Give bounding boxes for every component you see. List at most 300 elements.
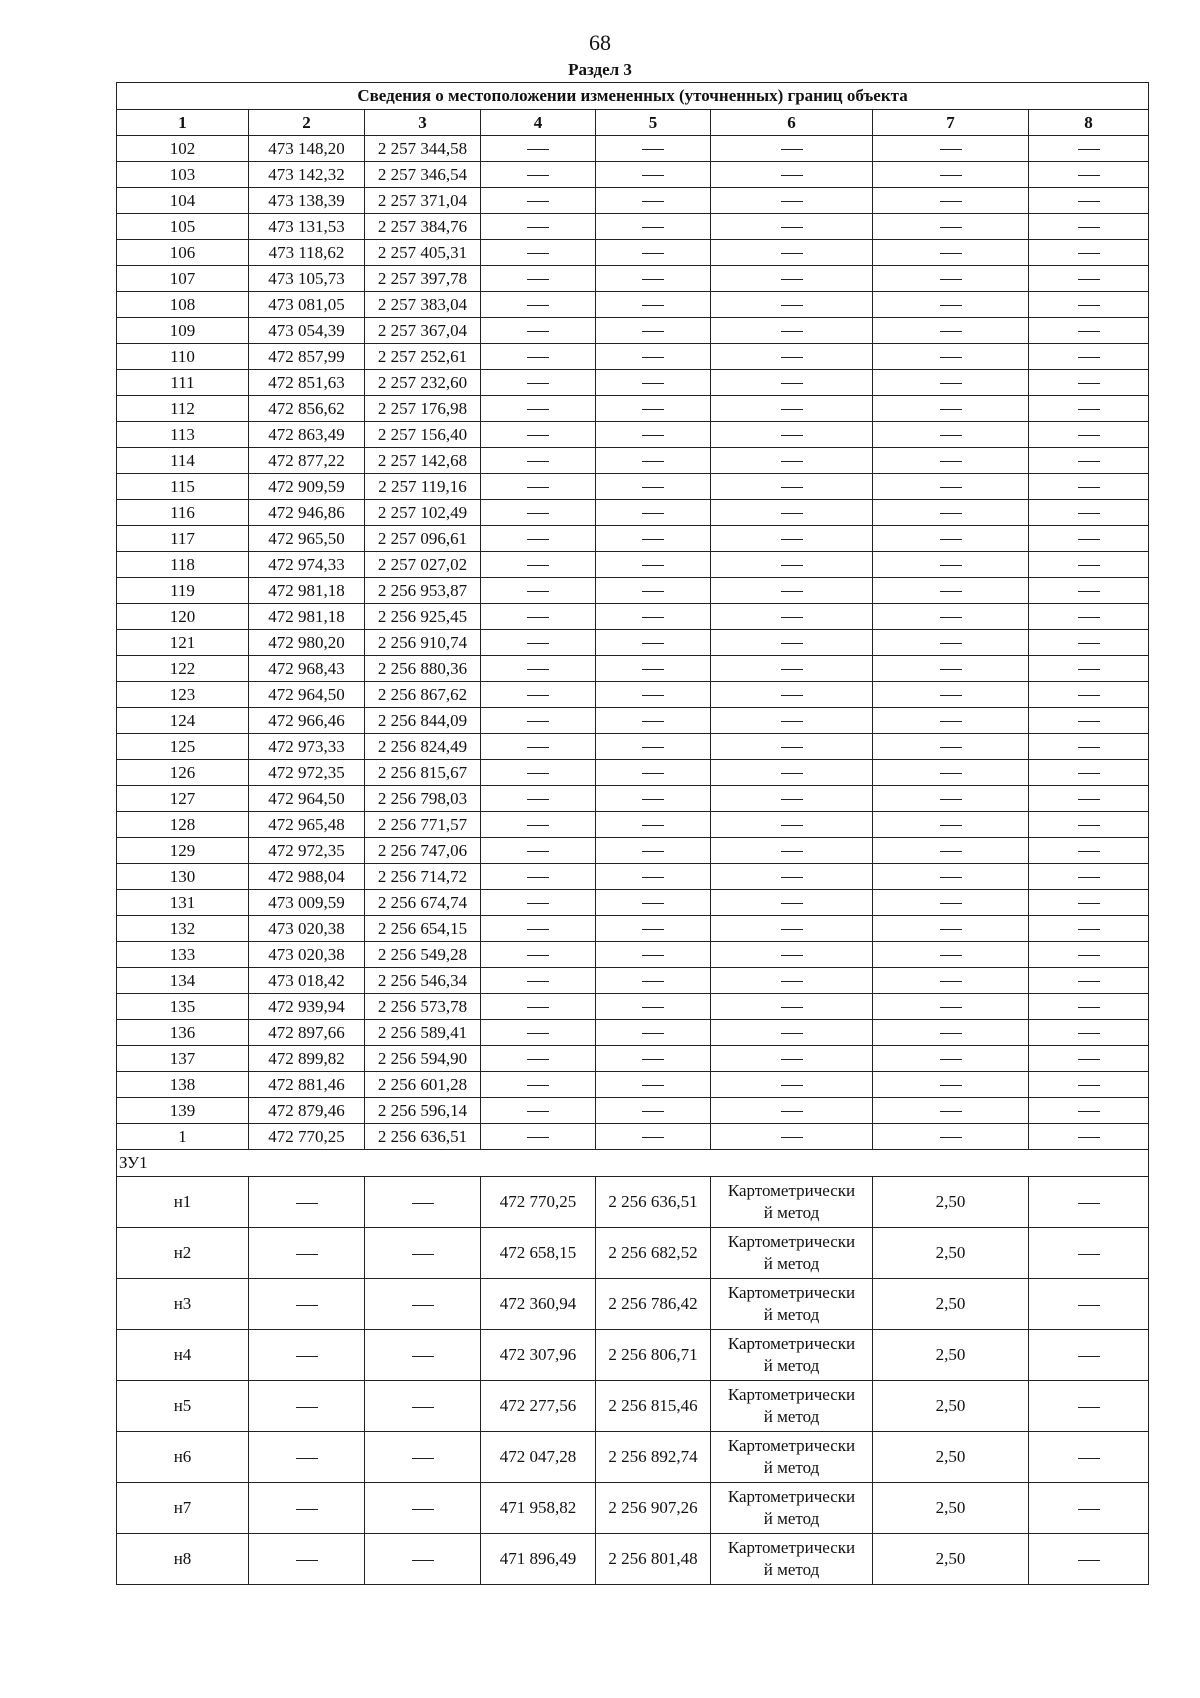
dash-mark <box>527 1111 549 1112</box>
point-number-cell: 125 <box>117 734 249 760</box>
dash-mark <box>296 1458 318 1459</box>
empty-cell <box>873 396 1029 422</box>
table-row <box>117 1534 1149 1585</box>
table-row <box>117 162 1149 188</box>
empty-cell <box>711 630 873 656</box>
empty-cell <box>711 942 873 968</box>
empty-cell <box>873 474 1029 500</box>
x-coordinate-cell: 472 981,18 <box>249 578 365 604</box>
empty-cell <box>711 734 873 760</box>
y-coordinate-cell: 2 256 747,06 <box>365 838 481 864</box>
empty-cell <box>1029 916 1149 942</box>
point-number-cell: 102 <box>117 136 249 162</box>
empty-cell <box>1029 1098 1149 1124</box>
table-row <box>117 682 1149 708</box>
x-coordinate-cell: 472 770,25 <box>249 1124 365 1150</box>
empty-cell <box>481 1072 596 1098</box>
empty-cell <box>873 864 1029 890</box>
dash-mark <box>940 747 962 748</box>
x-coordinate-cell: 472 277,56 <box>481 1381 596 1432</box>
x-coordinate-cell: 471 896,49 <box>481 1534 596 1585</box>
table-row <box>117 942 1149 968</box>
dash-mark <box>940 253 962 254</box>
dash-mark <box>940 513 962 514</box>
empty-cell <box>1029 370 1149 396</box>
dash-mark <box>1078 799 1100 800</box>
empty-cell <box>873 708 1029 734</box>
table-row <box>117 916 1149 942</box>
x-coordinate-cell: 472 972,35 <box>249 838 365 864</box>
x-coordinate-cell: 473 118,62 <box>249 240 365 266</box>
x-coordinate-cell: 473 148,20 <box>249 136 365 162</box>
y-coordinate-cell: 2 256 907,26 <box>596 1483 711 1534</box>
empty-cell <box>1029 448 1149 474</box>
empty-cell <box>711 838 873 864</box>
empty-cell <box>481 838 596 864</box>
y-coordinate-cell: 2 257 119,16 <box>365 474 481 500</box>
dash-mark <box>527 539 549 540</box>
table-row <box>117 630 1149 656</box>
dash-mark <box>527 409 549 410</box>
empty-cell <box>1029 708 1149 734</box>
point-number-cell: 138 <box>117 1072 249 1098</box>
dash-mark <box>1078 643 1100 644</box>
dash-mark <box>940 435 962 436</box>
empty-cell <box>596 1020 711 1046</box>
dash-mark <box>642 305 664 306</box>
point-number-cell: 130 <box>117 864 249 890</box>
y-coordinate-cell: 2 257 232,60 <box>365 370 481 396</box>
empty-cell <box>596 760 711 786</box>
empty-cell <box>481 214 596 240</box>
empty-cell <box>481 552 596 578</box>
dash-mark <box>1078 1407 1100 1408</box>
empty-cell <box>1029 344 1149 370</box>
x-coordinate-cell: 472 307,96 <box>481 1330 596 1381</box>
dash-mark <box>642 1059 664 1060</box>
dash-mark <box>940 877 962 878</box>
empty-cell <box>1029 942 1149 968</box>
dash-mark <box>1078 1305 1100 1306</box>
y-coordinate-cell: 2 256 573,78 <box>365 994 481 1020</box>
empty-cell <box>1029 1020 1149 1046</box>
empty-cell <box>873 994 1029 1020</box>
empty-cell <box>1029 1432 1149 1483</box>
dash-mark <box>642 461 664 462</box>
point-number-cell: 134 <box>117 968 249 994</box>
empty-cell <box>596 422 711 448</box>
dash-mark <box>940 409 962 410</box>
dash-mark <box>781 1033 803 1034</box>
dash-mark <box>642 721 664 722</box>
empty-cell <box>596 1098 711 1124</box>
y-coordinate-cell: 2 256 815,46 <box>596 1381 711 1432</box>
dash-mark <box>781 409 803 410</box>
table-row <box>117 1483 1149 1534</box>
empty-cell <box>481 1020 596 1046</box>
dash-mark <box>642 513 664 514</box>
dash-mark <box>781 747 803 748</box>
dash-mark <box>940 461 962 462</box>
point-number-cell: н7 <box>117 1483 249 1534</box>
dash-mark <box>1078 1560 1100 1561</box>
empty-cell <box>1029 474 1149 500</box>
method-cell <box>711 1330 873 1381</box>
empty-cell <box>481 578 596 604</box>
empty-cell <box>1029 1228 1149 1279</box>
empty-cell <box>365 1534 481 1585</box>
x-coordinate-cell: 472 974,33 <box>249 552 365 578</box>
empty-cell <box>873 1046 1029 1072</box>
x-coordinate-cell: 473 020,38 <box>249 916 365 942</box>
dash-mark <box>1078 149 1100 150</box>
dash-mark <box>781 981 803 982</box>
y-coordinate-cell: 2 257 384,76 <box>365 214 481 240</box>
dash-mark <box>642 383 664 384</box>
y-coordinate-cell: 2 256 654,15 <box>365 916 481 942</box>
x-coordinate-cell: 472 909,59 <box>249 474 365 500</box>
point-number-cell: 109 <box>117 318 249 344</box>
dash-mark <box>527 175 549 176</box>
empty-cell <box>596 942 711 968</box>
dash-mark <box>642 201 664 202</box>
table-row <box>117 1330 1149 1381</box>
table-row <box>117 1072 1149 1098</box>
empty-cell <box>873 890 1029 916</box>
method-line: й метод <box>763 1254 820 1273</box>
method-line: й метод <box>763 1560 820 1579</box>
dash-mark <box>1078 1356 1100 1357</box>
method-line: Картометрически <box>727 1232 856 1251</box>
x-coordinate-cell: 472 857,99 <box>249 344 365 370</box>
table-row <box>117 760 1149 786</box>
empty-cell <box>873 240 1029 266</box>
point-number-cell: 113 <box>117 422 249 448</box>
dash-mark <box>781 1059 803 1060</box>
dash-mark <box>642 799 664 800</box>
x-coordinate-cell: 472 966,46 <box>249 708 365 734</box>
y-coordinate-cell: 2 256 925,45 <box>365 604 481 630</box>
empty-cell <box>596 370 711 396</box>
empty-cell <box>481 942 596 968</box>
y-coordinate-cell: 2 257 176,98 <box>365 396 481 422</box>
dash-mark <box>1078 773 1100 774</box>
dash-mark <box>940 149 962 150</box>
table-row <box>117 708 1149 734</box>
empty-cell <box>711 1020 873 1046</box>
column-number: 5 <box>596 110 711 136</box>
empty-cell <box>481 994 596 1020</box>
dash-mark <box>527 1033 549 1034</box>
dash-mark <box>781 305 803 306</box>
table-row <box>117 214 1149 240</box>
point-number-cell: 123 <box>117 682 249 708</box>
empty-cell <box>249 1534 365 1585</box>
empty-cell <box>1029 604 1149 630</box>
empty-cell <box>1029 318 1149 344</box>
dash-mark <box>642 591 664 592</box>
x-coordinate-cell: 473 105,73 <box>249 266 365 292</box>
dash-mark <box>1078 1137 1100 1138</box>
empty-cell <box>873 318 1029 344</box>
empty-cell <box>481 448 596 474</box>
empty-cell <box>1029 1483 1149 1534</box>
empty-cell <box>596 240 711 266</box>
empty-cell <box>596 474 711 500</box>
empty-cell <box>1029 734 1149 760</box>
dash-mark <box>781 1111 803 1112</box>
empty-cell <box>596 994 711 1020</box>
dash-mark <box>1078 903 1100 904</box>
dash-mark <box>642 331 664 332</box>
dash-mark <box>940 1007 962 1008</box>
point-number-cell: 132 <box>117 916 249 942</box>
point-number-cell: 110 <box>117 344 249 370</box>
dash-mark <box>527 305 549 306</box>
y-coordinate-cell: 2 256 636,51 <box>596 1177 711 1228</box>
empty-cell <box>873 370 1029 396</box>
empty-cell <box>873 500 1029 526</box>
dash-mark <box>940 279 962 280</box>
point-number-cell: 107 <box>117 266 249 292</box>
method-cell <box>711 1381 873 1432</box>
dash-mark <box>1078 435 1100 436</box>
empty-cell <box>365 1330 481 1381</box>
y-coordinate-cell: 2 256 867,62 <box>365 682 481 708</box>
dash-mark <box>940 357 962 358</box>
dash-mark <box>1078 305 1100 306</box>
empty-cell <box>1029 656 1149 682</box>
x-coordinate-cell: 472 360,94 <box>481 1279 596 1330</box>
x-coordinate-cell: 472 897,66 <box>249 1020 365 1046</box>
table-row <box>117 526 1149 552</box>
dash-mark <box>527 1085 549 1086</box>
dash-mark <box>940 227 962 228</box>
x-coordinate-cell: 473 018,42 <box>249 968 365 994</box>
empty-cell <box>873 786 1029 812</box>
dash-mark <box>1078 1033 1100 1034</box>
dash-mark <box>940 903 962 904</box>
empty-cell <box>711 370 873 396</box>
empty-cell <box>596 1046 711 1072</box>
dash-mark <box>412 1407 434 1408</box>
y-coordinate-cell: 2 256 824,49 <box>365 734 481 760</box>
empty-cell <box>1029 1330 1149 1381</box>
dash-mark <box>527 331 549 332</box>
table-row <box>117 812 1149 838</box>
empty-cell <box>596 708 711 734</box>
method-cell <box>711 1432 873 1483</box>
column-number: 3 <box>365 110 481 136</box>
dash-mark <box>1078 1458 1100 1459</box>
column-number: 4 <box>481 110 596 136</box>
dash-mark <box>781 799 803 800</box>
dash-mark <box>1078 929 1100 930</box>
dash-mark <box>527 461 549 462</box>
dash-mark <box>642 357 664 358</box>
dash-mark <box>527 591 549 592</box>
point-number-cell: 116 <box>117 500 249 526</box>
dash-mark <box>781 669 803 670</box>
dash-mark <box>781 513 803 514</box>
dash-mark <box>1078 669 1100 670</box>
page-number: 68 <box>589 30 611 55</box>
y-coordinate-cell: 2 257 383,04 <box>365 292 481 318</box>
empty-cell <box>711 760 873 786</box>
table-row <box>117 1020 1149 1046</box>
section-label: ЗУ1 <box>117 1150 1149 1177</box>
y-coordinate-cell: 2 256 892,74 <box>596 1432 711 1483</box>
table-row <box>117 1432 1149 1483</box>
empty-cell <box>711 214 873 240</box>
empty-cell <box>596 630 711 656</box>
dash-mark <box>1078 1059 1100 1060</box>
table-row <box>117 1124 1149 1150</box>
dash-mark <box>940 1085 962 1086</box>
dash-mark <box>781 435 803 436</box>
dash-mark <box>296 1560 318 1561</box>
empty-cell <box>481 500 596 526</box>
column-number: 7 <box>873 110 1029 136</box>
method-cell <box>711 1177 873 1228</box>
dash-mark <box>781 929 803 930</box>
table-row <box>117 1279 1149 1330</box>
method-line: Картометрически <box>727 1436 856 1455</box>
empty-cell <box>873 656 1029 682</box>
empty-cell <box>249 1279 365 1330</box>
table-row <box>117 578 1149 604</box>
empty-cell <box>873 578 1029 604</box>
empty-cell <box>249 1177 365 1228</box>
y-coordinate-cell: 2 256 674,74 <box>365 890 481 916</box>
empty-cell <box>481 292 596 318</box>
empty-cell <box>873 1124 1029 1150</box>
section-title: Раздел 3 <box>568 60 632 79</box>
dash-mark <box>527 435 549 436</box>
dash-mark <box>642 565 664 566</box>
point-number-cell: 119 <box>117 578 249 604</box>
dash-mark <box>940 1033 962 1034</box>
dash-mark <box>642 435 664 436</box>
column-number: 6 <box>711 110 873 136</box>
dash-mark <box>527 877 549 878</box>
dash-mark <box>781 227 803 228</box>
empty-cell <box>481 630 596 656</box>
dash-mark <box>1078 721 1100 722</box>
empty-cell <box>1029 136 1149 162</box>
y-coordinate-cell: 2 256 549,28 <box>365 942 481 968</box>
dash-mark <box>296 1509 318 1510</box>
dash-mark <box>642 539 664 540</box>
dash-mark <box>642 877 664 878</box>
dash-mark <box>527 695 549 696</box>
dash-mark <box>527 201 549 202</box>
empty-cell <box>596 968 711 994</box>
dash-mark <box>412 1203 434 1204</box>
x-coordinate-cell: 472 981,18 <box>249 604 365 630</box>
empty-cell <box>481 370 596 396</box>
dash-mark <box>1078 513 1100 514</box>
dash-mark <box>940 305 962 306</box>
empty-cell <box>596 864 711 890</box>
y-coordinate-cell: 2 257 367,04 <box>365 318 481 344</box>
table-row <box>117 1228 1149 1279</box>
dash-mark <box>940 695 962 696</box>
empty-cell <box>596 214 711 240</box>
dash-mark <box>781 877 803 878</box>
y-coordinate-cell: 2 256 682,52 <box>596 1228 711 1279</box>
empty-cell <box>481 474 596 500</box>
empty-cell <box>481 1046 596 1072</box>
dash-mark <box>1078 1203 1100 1204</box>
empty-cell <box>1029 500 1149 526</box>
table-body <box>117 83 1149 1585</box>
y-coordinate-cell: 2 257 142,68 <box>365 448 481 474</box>
x-coordinate-cell: 473 081,05 <box>249 292 365 318</box>
dash-mark <box>1078 331 1100 332</box>
empty-cell <box>481 760 596 786</box>
x-coordinate-cell: 472 946,86 <box>249 500 365 526</box>
dash-mark <box>940 799 962 800</box>
x-coordinate-cell: 472 047,28 <box>481 1432 596 1483</box>
empty-cell <box>711 422 873 448</box>
empty-cell <box>596 682 711 708</box>
column-number: 8 <box>1029 110 1149 136</box>
x-coordinate-cell: 472 939,94 <box>249 994 365 1020</box>
empty-cell <box>873 760 1029 786</box>
point-number-cell: 111 <box>117 370 249 396</box>
y-coordinate-cell: 2 256 815,67 <box>365 760 481 786</box>
point-number-cell: н5 <box>117 1381 249 1432</box>
dash-mark <box>642 227 664 228</box>
dash-mark <box>527 513 549 514</box>
empty-cell <box>365 1483 481 1534</box>
point-number-cell: 131 <box>117 890 249 916</box>
empty-cell <box>711 1124 873 1150</box>
empty-cell <box>596 266 711 292</box>
dash-mark <box>527 929 549 930</box>
point-number-cell: 136 <box>117 1020 249 1046</box>
dash-mark <box>940 929 962 930</box>
empty-cell <box>1029 188 1149 214</box>
empty-cell <box>596 1072 711 1098</box>
empty-cell <box>481 396 596 422</box>
table-row <box>117 1177 1149 1228</box>
empty-cell <box>1029 994 1149 1020</box>
x-coordinate-cell: 472 973,33 <box>249 734 365 760</box>
dash-mark <box>781 617 803 618</box>
empty-cell <box>1029 682 1149 708</box>
table-row <box>117 864 1149 890</box>
table-row <box>117 188 1149 214</box>
empty-cell <box>873 734 1029 760</box>
empty-cell <box>873 1020 1029 1046</box>
y-coordinate-cell: 2 257 371,04 <box>365 188 481 214</box>
dash-mark <box>642 955 664 956</box>
method-line: Картометрически <box>727 1283 856 1302</box>
dash-mark <box>642 981 664 982</box>
empty-cell <box>481 968 596 994</box>
dash-mark <box>412 1509 434 1510</box>
table-row <box>117 370 1149 396</box>
y-coordinate-cell: 2 256 771,57 <box>365 812 481 838</box>
y-coordinate-cell: 2 257 405,31 <box>365 240 481 266</box>
accuracy-cell: 2,50 <box>873 1177 1029 1228</box>
empty-cell <box>873 214 1029 240</box>
y-coordinate-cell: 2 256 844,09 <box>365 708 481 734</box>
empty-cell <box>249 1228 365 1279</box>
dash-mark <box>940 617 962 618</box>
